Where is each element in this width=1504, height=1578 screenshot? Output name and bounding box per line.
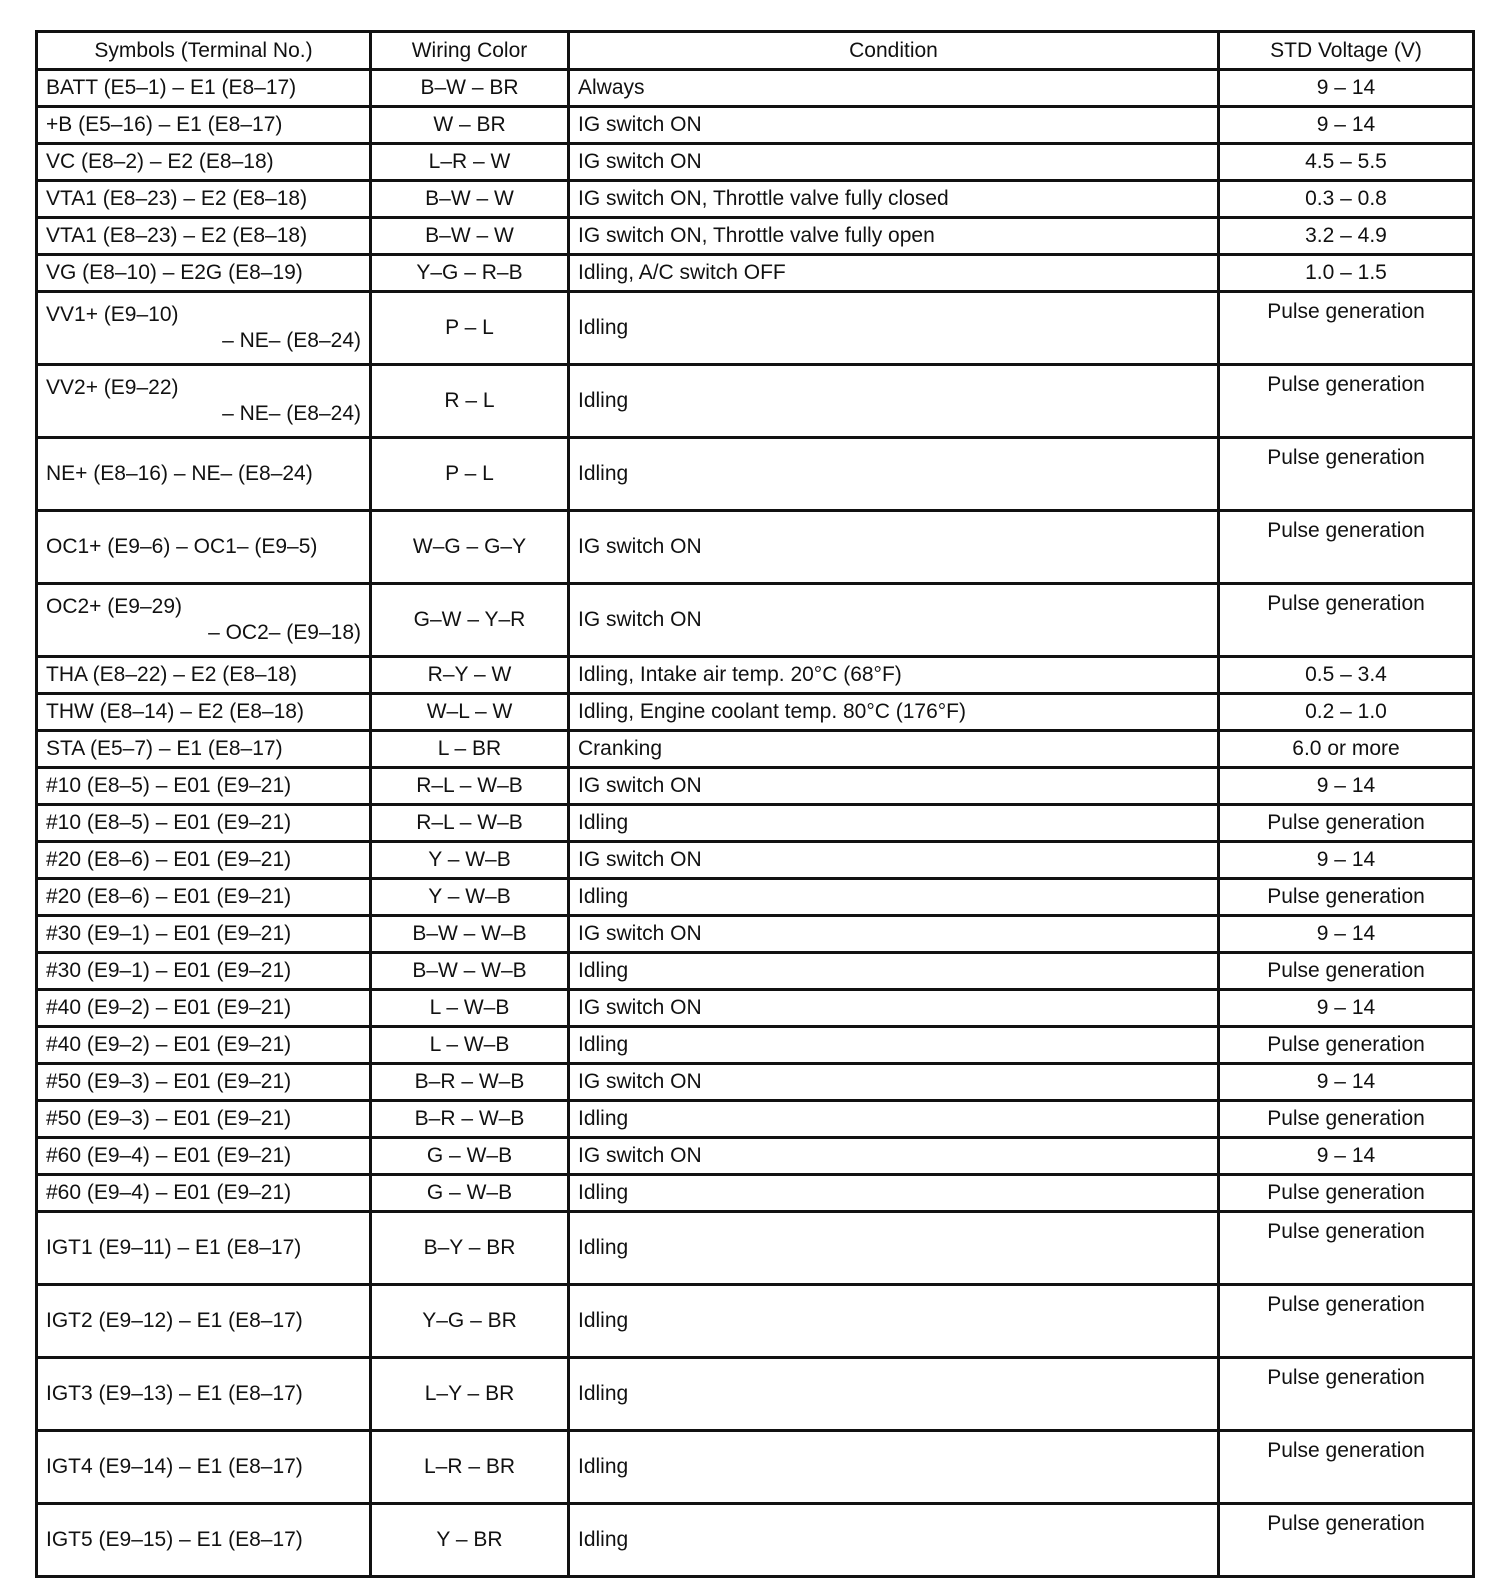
condition-cell: Idling [569, 1101, 1219, 1138]
table-row [37, 805, 1474, 842]
symbol-cell: #20 (E8–6) – E01 (E9–21) [37, 879, 371, 916]
table-row [37, 768, 1474, 805]
table-row [37, 990, 1474, 1027]
std-voltage-cell: Pulse generation [1219, 1358, 1474, 1431]
symbol-cell: IGT4 (E9–14) – E1 (E8–17) [37, 1431, 371, 1504]
wiring-color-cell: R–L – W–B [371, 768, 569, 805]
std-voltage-cell: Pulse generation [1219, 584, 1474, 657]
condition-cell: Idling [569, 1212, 1219, 1285]
table-row [37, 1285, 1474, 1358]
wiring-color-cell: B–R – W–B [371, 1101, 569, 1138]
wiring-color-cell: R – L [371, 365, 569, 438]
symbol-cell: #50 (E9–3) – E01 (E9–21) [37, 1101, 371, 1138]
table-row [37, 365, 1474, 438]
symbol-cell: VC (E8–2) – E2 (E8–18) [37, 144, 371, 181]
symbol-line-1: VV2+ (E9–22) [46, 376, 179, 399]
std-voltage-cell: 4.5 – 5.5 [1219, 144, 1474, 181]
symbol-cell: +B (E5–16) – E1 (E8–17) [37, 107, 371, 144]
wiring-color-cell: B–W – W [371, 181, 569, 218]
std-voltage-cell: Pulse generation [1219, 1285, 1474, 1358]
wiring-color-cell: W–L – W [371, 694, 569, 731]
header-condition: Condition [569, 32, 1219, 70]
table-header [37, 32, 1474, 70]
wiring-color-cell: B–W – W–B [371, 953, 569, 990]
header-std-voltage: STD Voltage (V) [1219, 32, 1474, 70]
condition-cell: Idling [569, 879, 1219, 916]
table-row [37, 292, 1474, 365]
table-row [37, 584, 1474, 657]
wiring-color-cell: L – W–B [371, 1027, 569, 1064]
symbol-cell: BATT (E5–1) – E1 (E8–17) [37, 70, 371, 107]
condition-cell: Idling, Engine coolant temp. 80°C (176°F) [569, 694, 1219, 731]
symbol-line-1: VV1+ (E9–10) [46, 303, 179, 326]
table-row [37, 1504, 1474, 1577]
header-row [37, 32, 1474, 70]
symbol-cell [37, 584, 371, 657]
condition-cell: Idling [569, 438, 1219, 511]
table-row [37, 70, 1474, 107]
table-row [37, 842, 1474, 879]
std-voltage-cell: 9 – 14 [1219, 842, 1474, 879]
condition-cell: Idling [569, 1431, 1219, 1504]
std-voltage-cell: 0.2 – 1.0 [1219, 694, 1474, 731]
table-row [37, 953, 1474, 990]
condition-cell: Idling [569, 1358, 1219, 1431]
wiring-color-cell: B–Y – BR [371, 1212, 569, 1285]
std-voltage-cell: 3.2 – 4.9 [1219, 218, 1474, 255]
condition-cell: IG switch ON [569, 990, 1219, 1027]
symbol-cell: VTA1 (E8–23) – E2 (E8–18) [37, 218, 371, 255]
wiring-color-cell: Y – BR [371, 1504, 569, 1577]
std-voltage-cell: Pulse generation [1219, 1504, 1474, 1577]
table-row [37, 879, 1474, 916]
std-voltage-cell: 0.3 – 0.8 [1219, 181, 1474, 218]
wiring-color-cell: L–Y – BR [371, 1358, 569, 1431]
wiring-color-cell: Y–G – R–B [371, 255, 569, 292]
symbol-cell: #30 (E9–1) – E01 (E9–21) [37, 916, 371, 953]
symbol-cell: #60 (E9–4) – E01 (E9–21) [37, 1138, 371, 1175]
std-voltage-cell: 9 – 14 [1219, 70, 1474, 107]
symbol-cell: #20 (E8–6) – E01 (E9–21) [37, 842, 371, 879]
wiring-color-cell: W–G – G–Y [371, 511, 569, 584]
wiring-color-cell: B–W – W [371, 218, 569, 255]
wiring-color-cell: R–Y – W [371, 657, 569, 694]
wiring-color-cell: P – L [371, 292, 569, 365]
wiring-color-cell: L – W–B [371, 990, 569, 1027]
condition-cell: Idling [569, 1504, 1219, 1577]
symbol-cell: #10 (E8–5) – E01 (E9–21) [37, 768, 371, 805]
std-voltage-cell: Pulse generation [1219, 365, 1474, 438]
std-voltage-cell: Pulse generation [1219, 1027, 1474, 1064]
symbol-line-2: – OC2– (E9–18) [208, 621, 361, 644]
symbol-cell: THA (E8–22) – E2 (E8–18) [37, 657, 371, 694]
table-row [37, 1101, 1474, 1138]
condition-cell: Cranking [569, 731, 1219, 768]
wiring-color-cell: L–R – W [371, 144, 569, 181]
std-voltage-cell: 9 – 14 [1219, 916, 1474, 953]
table-row [37, 1431, 1474, 1504]
table-row [37, 181, 1474, 218]
std-voltage-cell: 9 – 14 [1219, 1138, 1474, 1175]
symbol-line-2: – NE– (E8–24) [222, 329, 361, 352]
condition-cell: Idling [569, 1027, 1219, 1064]
ecm-terminal-voltage-table [35, 30, 1475, 1578]
table-row [37, 916, 1474, 953]
std-voltage-cell: Pulse generation [1219, 1212, 1474, 1285]
symbol-cell: #30 (E9–1) – E01 (E9–21) [37, 953, 371, 990]
wiring-color-cell: Y – W–B [371, 842, 569, 879]
std-voltage-cell: Pulse generation [1219, 953, 1474, 990]
std-voltage-cell: Pulse generation [1219, 292, 1474, 365]
table-row [37, 694, 1474, 731]
condition-cell: Idling [569, 1175, 1219, 1212]
condition-cell: IG switch ON [569, 768, 1219, 805]
std-voltage-cell: 9 – 14 [1219, 768, 1474, 805]
wiring-color-cell: B–R – W–B [371, 1064, 569, 1101]
symbol-cell: VTA1 (E8–23) – E2 (E8–18) [37, 181, 371, 218]
condition-cell: Idling [569, 1285, 1219, 1358]
condition-cell: IG switch ON [569, 916, 1219, 953]
std-voltage-cell: 0.5 – 3.4 [1219, 657, 1474, 694]
ecm-terminal-voltage-sheet [35, 30, 1472, 1578]
condition-cell: Idling, Intake air temp. 20°C (68°F) [569, 657, 1219, 694]
std-voltage-cell: Pulse generation [1219, 438, 1474, 511]
wiring-color-cell: B–W – BR [371, 70, 569, 107]
wiring-color-cell: P – L [371, 438, 569, 511]
std-voltage-cell: Pulse generation [1219, 511, 1474, 584]
condition-cell: IG switch ON [569, 144, 1219, 181]
wiring-color-cell: G–W – Y–R [371, 584, 569, 657]
std-voltage-cell: Pulse generation [1219, 805, 1474, 842]
condition-cell: IG switch ON [569, 107, 1219, 144]
table-row [37, 1358, 1474, 1431]
table-row [37, 218, 1474, 255]
condition-cell: Idling [569, 805, 1219, 842]
symbol-line-2: – NE– (E8–24) [222, 402, 361, 425]
table-row [37, 511, 1474, 584]
header-symbols: Symbols (Terminal No.) [37, 32, 371, 70]
symbol-cell: IGT2 (E9–12) – E1 (E8–17) [37, 1285, 371, 1358]
condition-cell: IG switch ON [569, 1138, 1219, 1175]
wiring-color-cell: W – BR [371, 107, 569, 144]
wiring-color-cell: G – W–B [371, 1175, 569, 1212]
symbol-cell: IGT3 (E9–13) – E1 (E8–17) [37, 1358, 371, 1431]
symbol-cell: OC1+ (E9–6) – OC1– (E9–5) [37, 511, 371, 584]
std-voltage-cell: Pulse generation [1219, 1431, 1474, 1504]
table-row [37, 1212, 1474, 1285]
symbol-cell: VG (E8–10) – E2G (E8–19) [37, 255, 371, 292]
condition-cell: Idling [569, 953, 1219, 990]
symbol-cell: NE+ (E8–16) – NE– (E8–24) [37, 438, 371, 511]
std-voltage-cell: 9 – 14 [1219, 990, 1474, 1027]
condition-cell: IG switch ON [569, 1064, 1219, 1101]
condition-cell: Idling [569, 365, 1219, 438]
std-voltage-cell: 6.0 or more [1219, 731, 1474, 768]
table-row [37, 731, 1474, 768]
std-voltage-cell: Pulse generation [1219, 1175, 1474, 1212]
std-voltage-cell: 9 – 14 [1219, 1064, 1474, 1101]
table-row [37, 438, 1474, 511]
table-row [37, 144, 1474, 181]
table-row [37, 1064, 1474, 1101]
symbol-cell: #50 (E9–3) – E01 (E9–21) [37, 1064, 371, 1101]
table-row [37, 657, 1474, 694]
table-row [37, 1027, 1474, 1064]
condition-cell: IG switch ON, Throttle valve fully closed [569, 181, 1219, 218]
wiring-color-cell: L–R – BR [371, 1431, 569, 1504]
wiring-color-cell: R–L – W–B [371, 805, 569, 842]
symbol-line-1: OC2+ (E9–29) [46, 595, 182, 618]
condition-cell: Always [569, 70, 1219, 107]
condition-cell: IG switch ON [569, 584, 1219, 657]
std-voltage-cell: 9 – 14 [1219, 107, 1474, 144]
std-voltage-cell: Pulse generation [1219, 1101, 1474, 1138]
symbol-cell: THW (E8–14) – E2 (E8–18) [37, 694, 371, 731]
wiring-color-cell: Y – W–B [371, 879, 569, 916]
symbol-cell: #40 (E9–2) – E01 (E9–21) [37, 990, 371, 1027]
symbol-cell: #40 (E9–2) – E01 (E9–21) [37, 1027, 371, 1064]
condition-cell: IG switch ON [569, 511, 1219, 584]
condition-cell: IG switch ON, Throttle valve fully open [569, 218, 1219, 255]
symbol-cell: #10 (E8–5) – E01 (E9–21) [37, 805, 371, 842]
condition-cell: IG switch ON [569, 842, 1219, 879]
table-row [37, 255, 1474, 292]
symbol-cell [37, 292, 371, 365]
std-voltage-cell: Pulse generation [1219, 879, 1474, 916]
table-body [37, 70, 1474, 1577]
symbol-cell: IGT5 (E9–15) – E1 (E8–17) [37, 1504, 371, 1577]
table-row [37, 1175, 1474, 1212]
symbol-cell [37, 365, 371, 438]
symbol-cell: STA (E5–7) – E1 (E8–17) [37, 731, 371, 768]
symbol-cell: IGT1 (E9–11) – E1 (E8–17) [37, 1212, 371, 1285]
table-row [37, 1138, 1474, 1175]
wiring-color-cell: L – BR [371, 731, 569, 768]
table-row [37, 107, 1474, 144]
condition-cell: Idling [569, 292, 1219, 365]
header-wiring-color: Wiring Color [371, 32, 569, 70]
condition-cell: Idling, A/C switch OFF [569, 255, 1219, 292]
symbol-cell: #60 (E9–4) – E01 (E9–21) [37, 1175, 371, 1212]
wiring-color-cell: Y–G – BR [371, 1285, 569, 1358]
wiring-color-cell: B–W – W–B [371, 916, 569, 953]
std-voltage-cell: 1.0 – 1.5 [1219, 255, 1474, 292]
wiring-color-cell: G – W–B [371, 1138, 569, 1175]
